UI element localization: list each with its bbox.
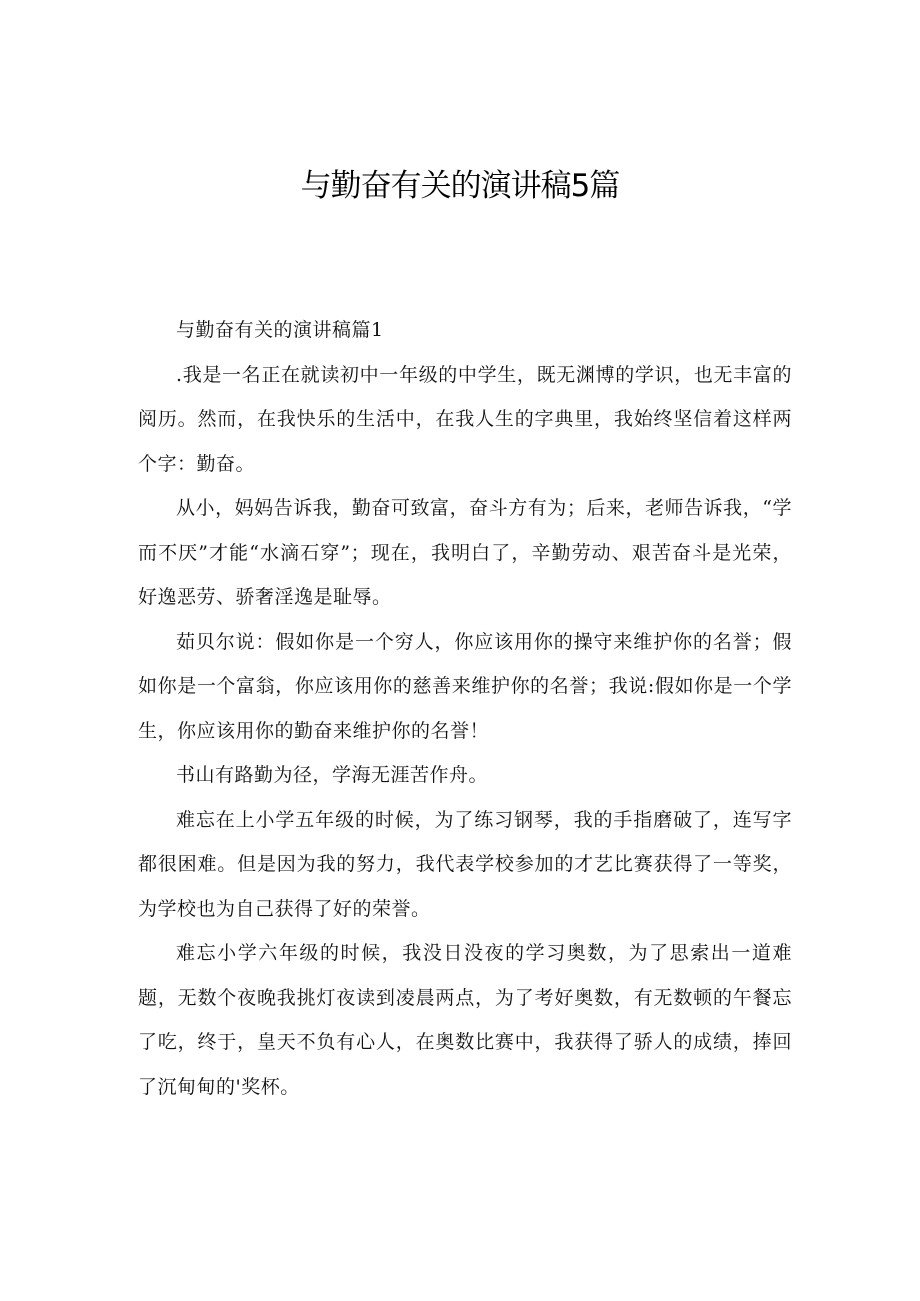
document-title: 与勤奋有关的演讲稿5篇 <box>300 168 620 204</box>
paragraph: 难忘在上小学五年级的时候，为了练习钢琴，我的手指磨破了，连写字都很困难。但是因为我的努力，我代表学校参加的才艺比赛获得了一等奖，为学校也为自己获得了好的荣誉。 <box>138 808 792 920</box>
paragraph: 茹贝尔说：假如你是一个穷人，你应该用你的操守来维护你的名誉；假如你是一个富翁，你应该用你的慈善来维护你的名誉；我说:假如你是一个学生，你应该用你的勤奋来维护你的名誉！ <box>138 630 792 742</box>
document-body <box>138 308 792 1109</box>
paragraph: 从小，妈妈告诉我，勤奋可致富，奋斗方有为；后来，老师告诉我，“学而不厌”才能“水滴石穿”；现在，我明白了，辛勤劳动、艰苦奋斗是光荣，好逸恶劳、骄奢淫逸是耻辱。 <box>138 497 792 608</box>
section-heading: 与勤奋有关的演讲稿篇1 <box>176 319 384 341</box>
paragraph: .我是一名正在就读初中一年级的中学生，既无渊博的学识，也无丰富的阅历。然而，在我快乐的生活中，在我人生的字典里，我始终坚信着这样两个字：勤奋。 <box>138 363 792 475</box>
paragraph: 书山有路勤为径，学海无涯苦作舟。 <box>176 764 489 786</box>
paragraph: 难忘小学六年级的时候，我没日没夜的学习奥数，为了思索出一道难题，无数个夜晚我挑灯夜读到凌晨两点，为了考好奥数，有无数顿的午餐忘了吃，终于，皇天不负有心人，在奥数比赛中，我获得了骄人的成绩，捧回了沉甸甸的'奖杯。 <box>138 942 792 1098</box>
